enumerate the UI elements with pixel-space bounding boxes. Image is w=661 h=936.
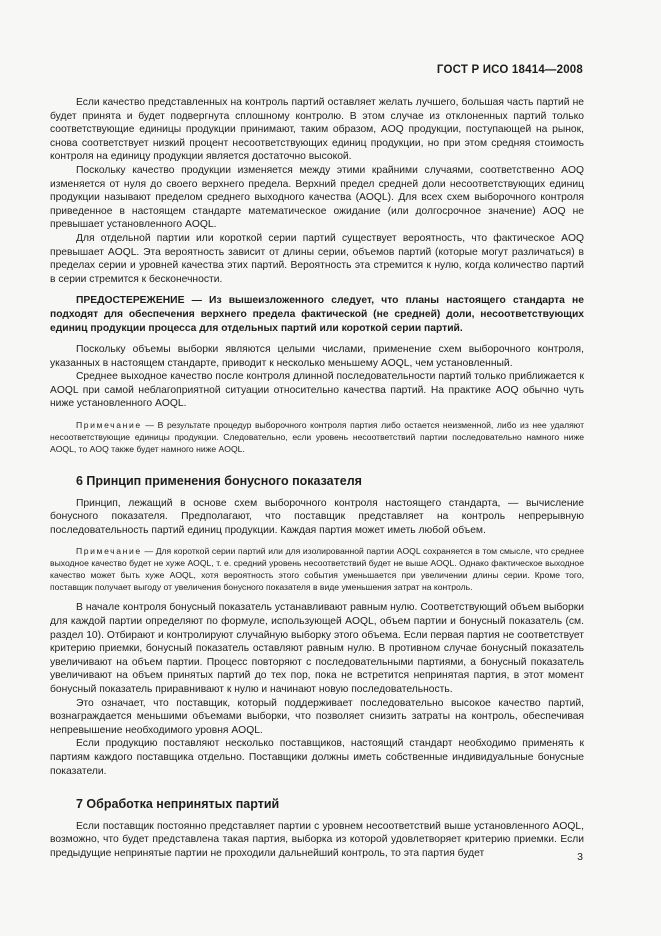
- document-header: ГОСТ Р ИСО 18414—2008: [436, 64, 583, 76]
- paragraph: В начале контроля бонусный показатель устанавливают равным нулю. Соответствующий объем выборки для каждой партии определяют по формуле, использующей AOQL, объем партии и бонусный показатель (см. раздел 10). Отбирают и контролируют случайную выборку этого объема. Если первая партия не соответствует критерию приемки, бонусный показатель оставляют равным нулю. В противном случае бонусный показатель увеличивают на объем партии. Процесс повторяют с последовательными партиями, а бонусный показатель увеличивают на объем принятых партий до тех пор, пока не встретится непринятая партия, в этот момент бонусный показатель приравнивают к нулю и начинают новую последовательность.: [50, 602, 584, 695]
- note-text: — В результате процедур выборочного контроля партия либо остается неизменной, либо из нее удаляют несоответствующие единицы продукции. Следовательно, если уровень несоответствий партии последовательно намного ниже AOQL, то AOQ также будет намного ниже AOQL.: [50, 420, 585, 455]
- paragraph: Поскольку качество продукции изменяется между этими крайними случаями, соответственно AOQ изменяется от нуля до своего верхнего предела. Верхний предел средней доли несоответствующих единиц продукции называют пределом среднего выходного качества (AOQL). Для всех схем выборочного контроля приведенное в настоящем стандарте математическое ожидание (или долгосрочное значение) AOQ не превышает установленного AOQL.: [50, 164, 584, 231]
- paragraph: Если продукцию поставляют несколько поставщиков, настоящий стандарт необходимо применять к партиям каждого поставщика отдельно. Поставщики должны иметь собственные индивидуальные бонусные показатели.: [50, 738, 584, 777]
- paragraph: Поскольку объемы выборки являются целыми числами, применение схем выборочного контроля, указанных в настоящем стандарте, приводит к несколько меньшему AOQL, чем установленный.: [50, 344, 584, 369]
- note-label: Примечание: [76, 420, 142, 431]
- document-body: [50, 96, 584, 861]
- page-number: 3: [577, 851, 583, 863]
- warning-paragraph: ПРЕДОСТЕРЕЖЕНИЕ — Из вышеизложенного следует, что планы настоящего стандарта не подходят для обеспечения верхнего предела фактической (не средней) доли, несоответствующих единиц продукции процесса для отдельных партий или короткой серии партий.: [50, 295, 584, 334]
- note-label: Примечание: [76, 546, 142, 557]
- paragraph: Принцип, лежащий в основе схем выборочного контроля настоящего стандарта, — вычисление бонусного показателя. Предполагают, что поставщик представляет на контроль непрерывную последовательность партий единиц продукции. Каждая партия может иметь любой объем.: [50, 497, 584, 536]
- section-6-heading: 6 Принцип применения бонусного показателя: [76, 474, 362, 489]
- paragraph: Среднее выходное качество после контроля длинной последовательности партий только приближается к AOQL при самой неблагоприятной ситуации относительно качества партий. На практике AOQ обычно чуть ниже установленного AOQL.: [50, 371, 584, 410]
- note-1: [50, 419, 584, 455]
- note-text: — Для короткой серии партий или для изолированной партии AOQL сохраняется в том смысле, что среднее выходное качество будет не хуже AOQL, т. е. средний уровень несоответствий будет не выше AOQL. Однако фактическое выходное качество может быть хуже AOQL, хотя вероятность этого события уменьшается при увеличении длины серии. Кроме того, поставщик получает выгоду от увеличения бонусного показателя в виде уменьшения затрат на контроль.: [50, 546, 585, 593]
- note-2: [50, 545, 584, 593]
- paragraph: Если качество представленных на контроль партий оставляет желать лучшего, большая часть партий не будет принята и будет подвергнута сплошному контролю. В этом случае из отклоненных партий только соответствующие единицы продукции принимают, таким образом, AOQ продукции, поступающей на рынок, снова соответствует низкий процент несоответствующих единиц продукции, но при этом средняя стоимость контроля на единицу продукции является достаточно высокой.: [50, 97, 584, 163]
- section-7-heading: 7 Обработка непринятых партий: [76, 797, 280, 812]
- paragraph: Это означает, что поставщик, который поддерживает последовательно высокое качество партий, вознаграждается меньшими объемами выборки, что позволяет снизить затраты на контроль, обеспечивая непревышение необходимого уровня AOQL.: [50, 697, 584, 736]
- paragraph: Для отдельной партии или короткой серии партий существует вероятность, что фактическое AOQ превышает AOQL. Эта вероятность зависит от длины серии, объемов партий (которые могут различаться) в пределах серии и уровней качества этих партий. Вероятность эта стремится к нулю, когда количество партий в серии стремится к бесконечности.: [50, 232, 584, 285]
- paragraph: Если поставщик постоянно представляет партии с уровнем несоответствий выше установленного AOQL, возможно, что будет представлена такая партия, выборка из которой удовлетворяет критерию приемки. Если предыдущие непринятые партии не проходили дальнейший контроль, то эта партия будет: [50, 820, 584, 859]
